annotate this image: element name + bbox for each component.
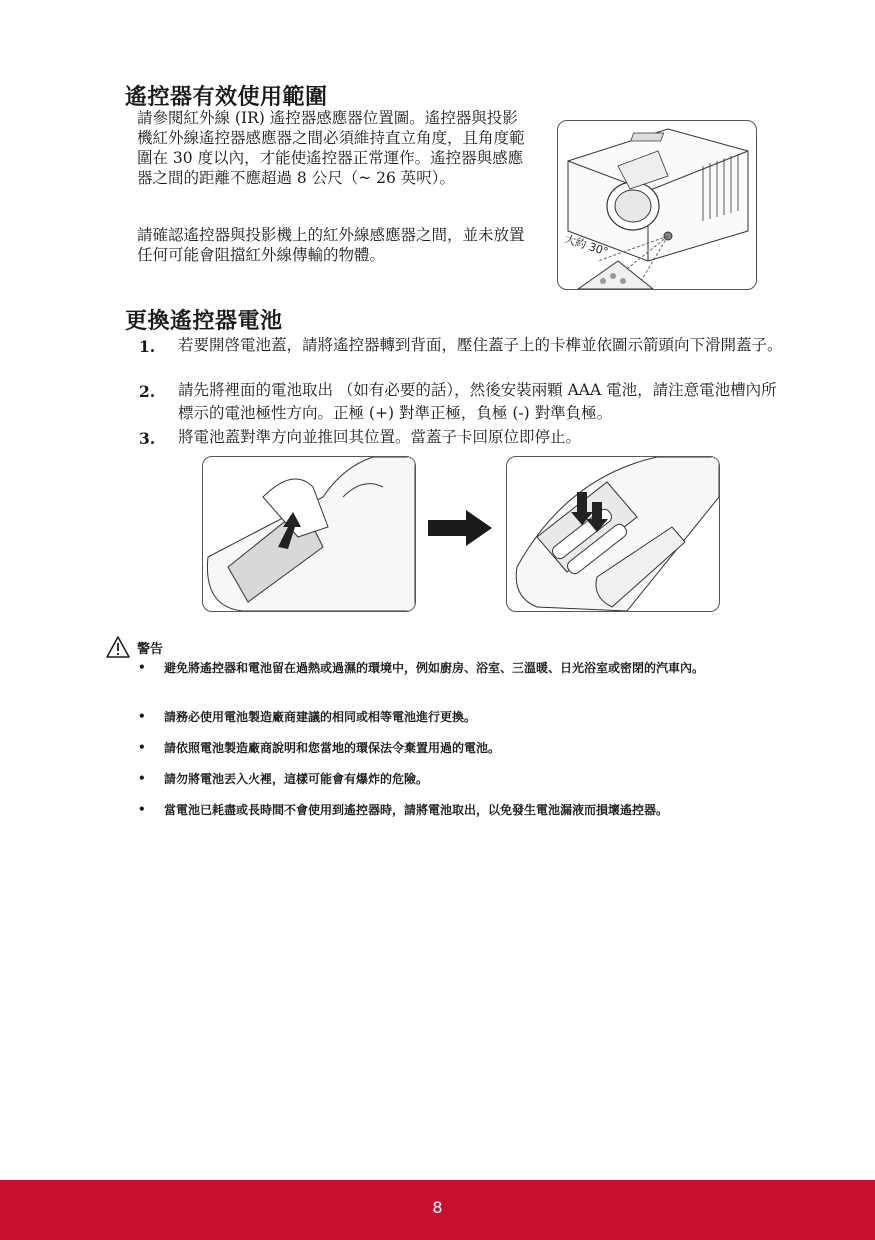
- battery-insert-figure: [506, 456, 720, 612]
- battery-cover-open-figure: [202, 456, 416, 612]
- heading-remote-range: 遙控器有效使用範圍: [125, 85, 328, 110]
- warning-item: 請勿將電池丟入火裡，這樣可能會有爆炸的危險。: [164, 772, 429, 786]
- remote-range-paragraph-1: 請參閱紅外線 (IR) 遙控器感應器位置圖。遙控器與投影機紅外線遙控器感應器之間必須維持直立角度，且角度範圍在 30 度以內，才能使遙控器正常運作。遙控器與感應器之間的距離不應超過 8 公尺（~ 26 英呎）。: [137, 109, 525, 187]
- step-number: 2.: [139, 382, 156, 401]
- angle-label: 大約 30°: [562, 232, 610, 259]
- heading-replace-battery: 更換遙控器電池: [125, 309, 283, 334]
- step-text: 若要開啓電池蓋，請將遙控器轉到背面，壓住蓋子上的卡榫並依圖示箭頭向下滑開蓋子。: [178, 336, 783, 354]
- warning-item: 避免將遙控器和電池留在過熱或過濕的環境中，例如廚房、浴室、三溫暖、日光浴室或密閉的汽車內。: [164, 661, 705, 675]
- step-text: 請先將裡面的電池取出 （如有必要的話），然後安裝兩顆 AAA 電池，請注意電池槽內所標示的電池極性方向。正極 (+) 對準正極，負極 (-) 對準負極。: [178, 381, 777, 422]
- projector-ir-figure: [557, 120, 757, 290]
- step-number: 3.: [139, 429, 156, 448]
- page-number: 8: [432, 1198, 443, 1217]
- remote-range-paragraph-2: 請確認遙控器與投影機上的紅外線感應器之間，並未放置任何可能會阻擋紅外線傳輸的物體。: [137, 226, 525, 264]
- warning-item: 請依照電池製造廠商說明和您當地的環保法令棄置用過的電池。: [164, 741, 501, 755]
- bullet-symbol: •: [138, 802, 146, 816]
- step-text: 將電池蓋對準方向並推回其位置。當蓋子卡回原位即停止。: [178, 428, 582, 446]
- warning-item: 請務必使用電池製造廠商建議的相同或相等電池進行更換。: [164, 710, 477, 724]
- bullet-symbol: •: [138, 709, 146, 723]
- arrow-right-icon: [428, 508, 492, 548]
- projector-illustration: [558, 121, 756, 289]
- page-footer: [0, 1180, 875, 1240]
- bullet-symbol: •: [138, 771, 146, 785]
- warning-title: 警告: [137, 642, 164, 657]
- step-number: 1.: [139, 337, 156, 356]
- bullet-symbol: •: [138, 660, 146, 674]
- remote-back-illustration: [203, 457, 415, 611]
- warning-item: 當電池已耗盡或長時間不會使用到遙控器時，請將電池取出，以免發生電池漏液而損壞遙控器。: [164, 803, 669, 817]
- remote-battery-illustration: [507, 457, 719, 611]
- warning-icon: [106, 636, 130, 658]
- bullet-symbol: •: [138, 740, 146, 754]
